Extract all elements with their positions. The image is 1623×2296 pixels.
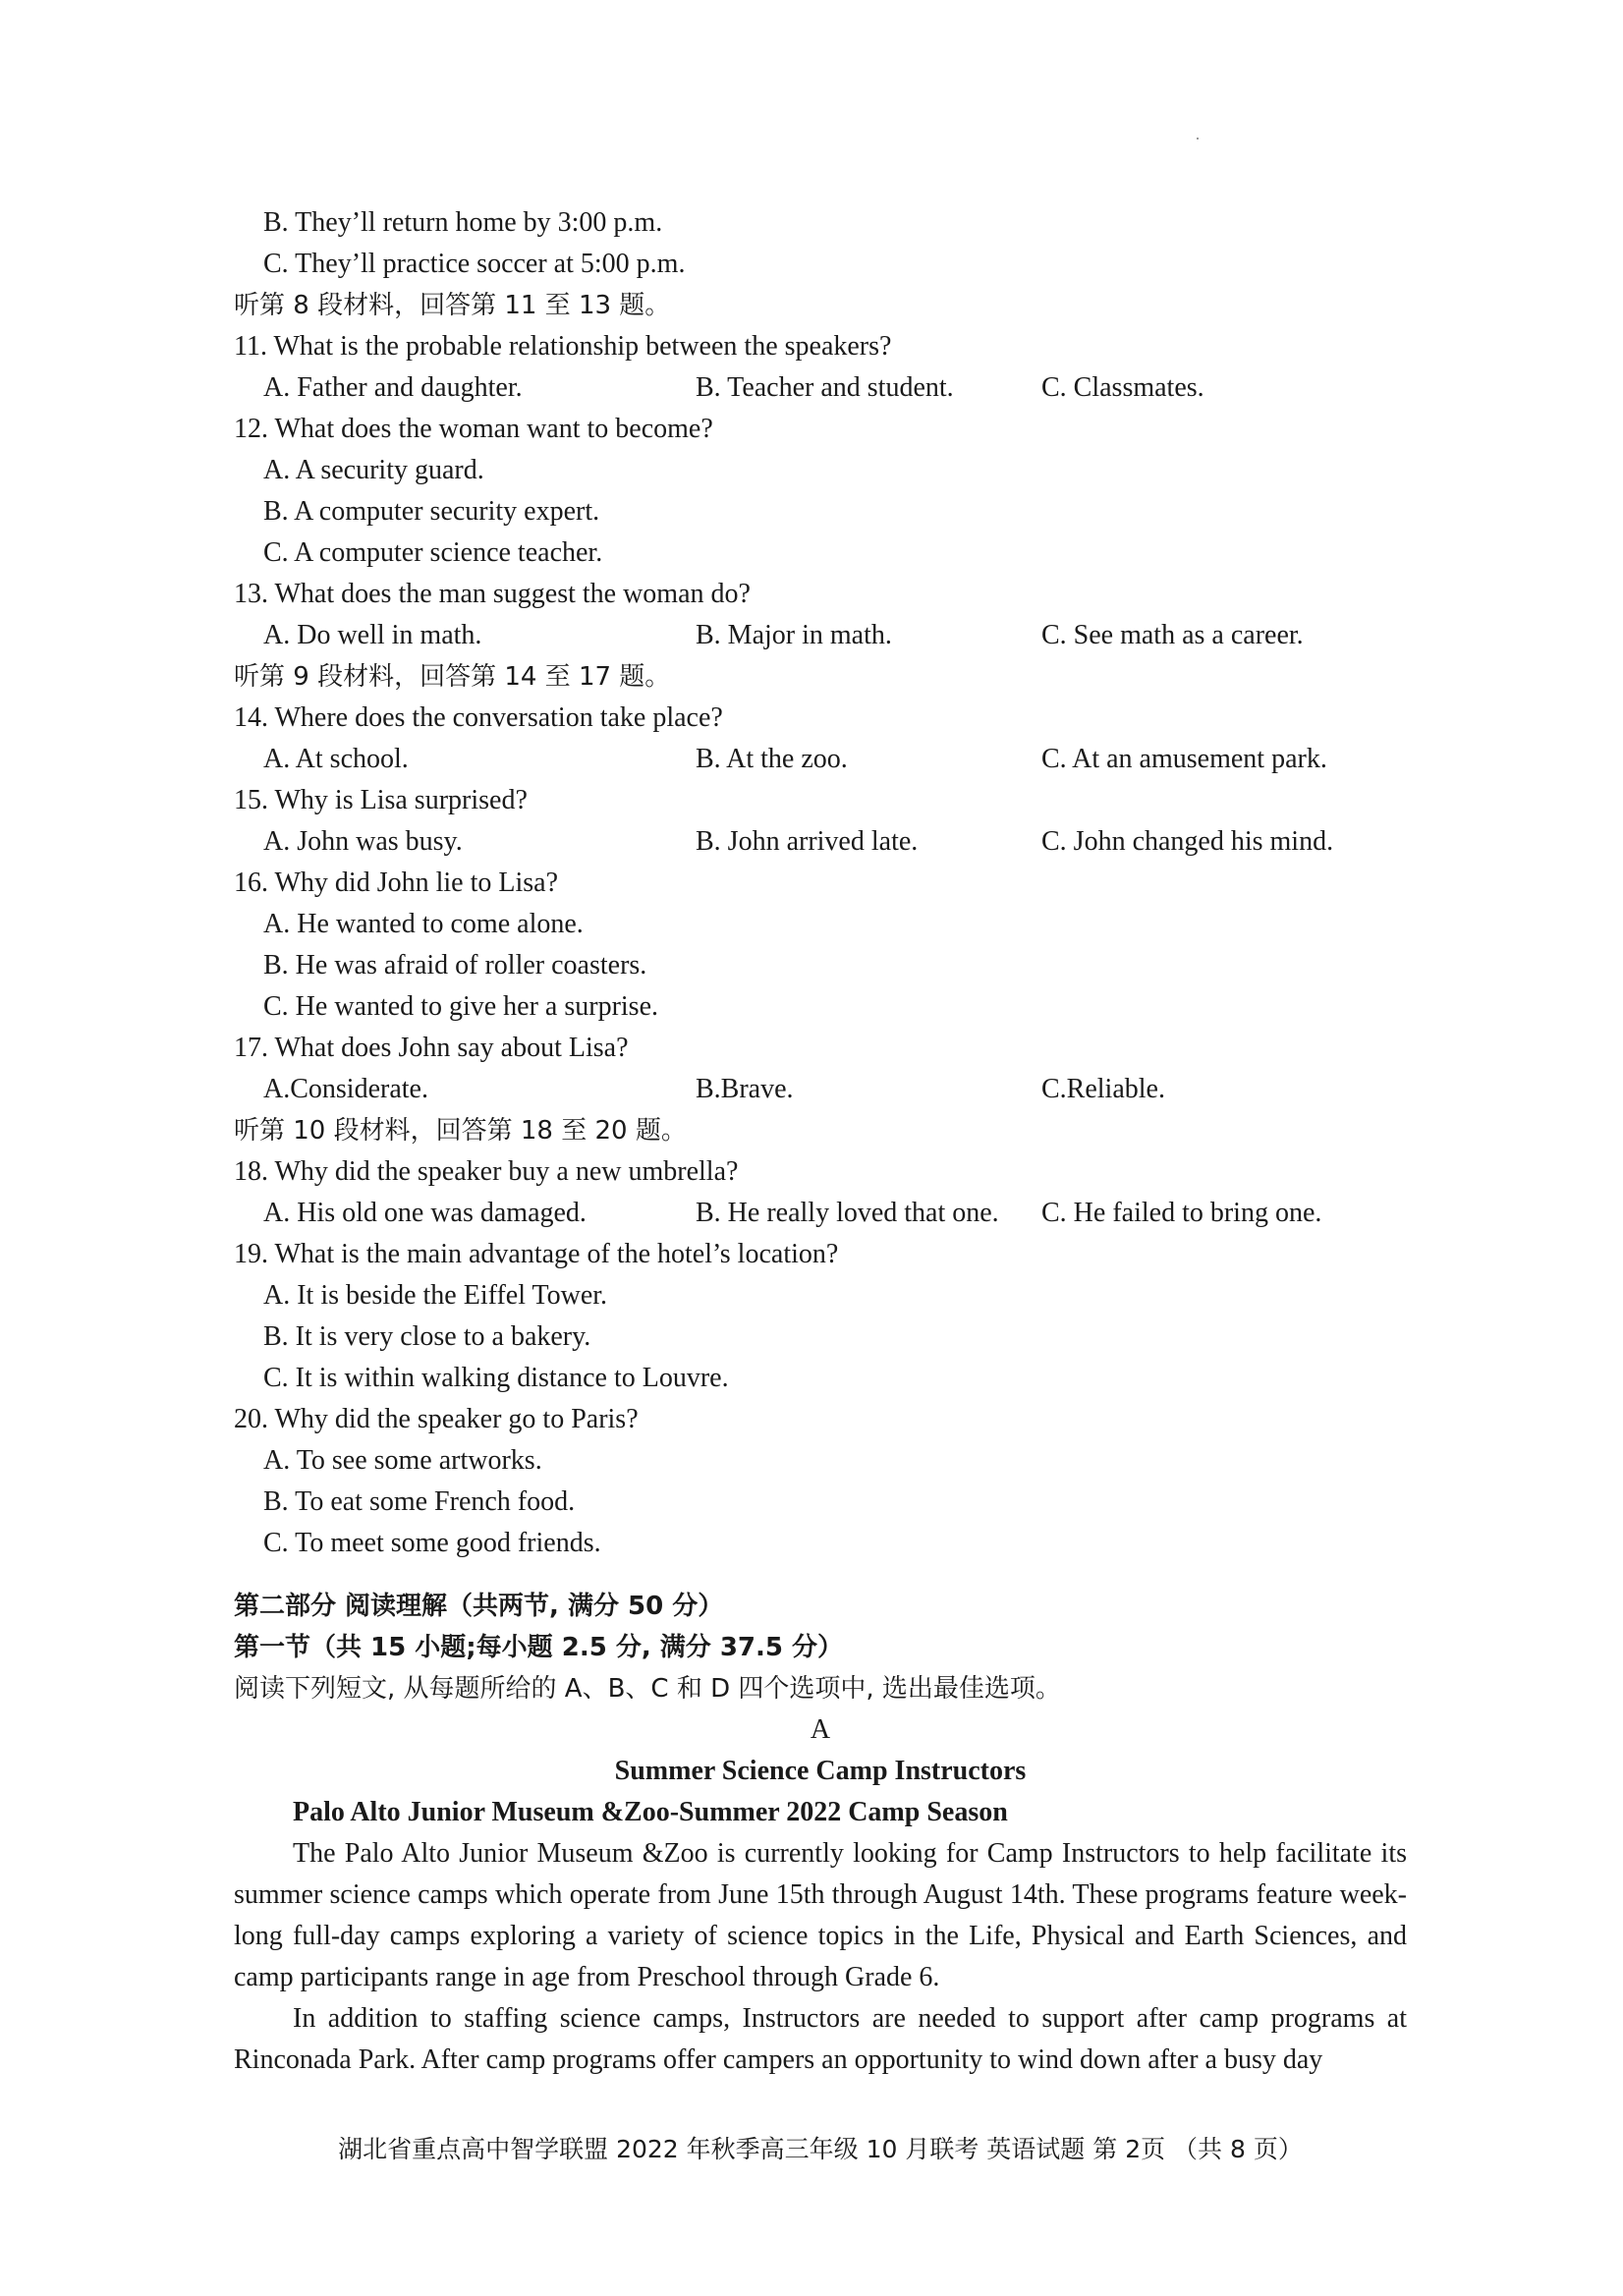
q14-option-b: B. At the zoo. — [696, 744, 848, 774]
scan-speck — [1197, 138, 1199, 140]
passage-title: Summer Science Camp Instructors — [614, 1756, 1027, 1786]
q15-option-a: A. John was busy. — [263, 826, 463, 857]
passage-subtitle: Palo Alto Junior Museum &Zoo-Summer 2022 Camp Season — [293, 1797, 1008, 1827]
q20-option-b: B. To eat some French food. — [263, 1486, 576, 1517]
q15-options — [234, 821, 1407, 863]
q11-options — [234, 367, 1407, 409]
q13-question: 13. What does the man suggest the woman do? — [234, 579, 751, 609]
section-8-instruction: 听第 8 段材料，回答第 11 至 13 题。 — [234, 291, 671, 320]
q10-option-b: B. They’ll return home by 3:00 p.m. — [263, 207, 663, 238]
section-10-instruction: 听第 10 段材料，回答第 18 至 20 题。 — [234, 1116, 687, 1146]
q20-option-c: C. To meet some good friends. — [263, 1528, 601, 1558]
q13-options — [234, 615, 1407, 656]
page-footer: 湖北省重点高中智学联盟 2022 年秋季高三年级 10 月联考 英语试题 第 2页 （共 8 页） — [338, 2135, 1303, 2163]
q14-option-c: C. At an amusement park. — [1041, 744, 1327, 774]
q16-question: 16. Why did John lie to Lisa? — [234, 868, 558, 898]
q20-option-a: A. To see some artworks. — [263, 1445, 542, 1476]
q15-option-b: B. John arrived late. — [696, 826, 919, 857]
q13-option-b: B. Major in math. — [696, 620, 892, 650]
q17-option-a: A.Considerate. — [263, 1074, 428, 1104]
q15-question: 15. Why is Lisa surprised? — [234, 785, 528, 815]
q18-option-b: B. He really loved that one. — [696, 1198, 999, 1228]
part2-section1-title: 第一节（共 15 小题;每小题 2.5 分, 满分 37.5 分） — [234, 1633, 844, 1662]
q17-option-c: C.Reliable. — [1041, 1074, 1165, 1104]
q17-option-b: B.Brave. — [696, 1074, 794, 1104]
q18-option-c: C. He failed to bring one. — [1041, 1198, 1322, 1228]
q13-option-c: C. See math as a career. — [1041, 620, 1304, 650]
q20-question: 20. Why did the speaker go to Paris? — [234, 1404, 639, 1434]
q11-option-a: A. Father and daughter. — [263, 372, 523, 403]
q18-option-a: A. His old one was damaged. — [263, 1198, 587, 1228]
q16-option-a: A. He wanted to come alone. — [263, 909, 584, 939]
q16-option-c: C. He wanted to give her a surprise. — [263, 991, 658, 1022]
q10-option-c: C. They’ll practice soccer at 5:00 p.m. — [263, 249, 686, 279]
part2-title: 第二部分 阅读理解（共两节, 满分 50 分） — [234, 1592, 724, 1621]
q14-options — [234, 739, 1407, 780]
q19-option-a: A. It is beside the Eiffel Tower. — [263, 1280, 608, 1311]
q18-options — [234, 1193, 1407, 1234]
q16-option-b: B. He was afraid of roller coasters. — [263, 950, 647, 980]
q14-option-a: A. At school. — [263, 744, 409, 774]
q12-question: 12. What does the woman want to become? — [234, 414, 713, 444]
q17-options — [234, 1069, 1407, 1110]
q15-option-c: C. John changed his mind. — [1041, 826, 1334, 857]
q19-question: 19. What is the main advantage of the hotel’s location? — [234, 1239, 839, 1269]
page-content — [234, 202, 1407, 2081]
passage-letter: A — [810, 1714, 831, 1745]
q11-option-c: C. Classmates. — [1041, 372, 1204, 403]
passage-paragraph-1: The Palo Alto Junior Museum &Zoo is currently looking for Camp Instructors to help facilitate its summer science camps which operate from June 15th through August 14th. These programs feature week-long full-day camps exploring a variety of science topics in the Life, Physical and Earth Sciences, and camp participants range in age from Preschool through Grade 6. — [234, 1838, 1407, 1992]
q14-question: 14. Where does the conversation take place? — [234, 702, 723, 733]
q12-option-b: B. A computer security expert. — [263, 496, 600, 527]
q11-question: 11. What is the probable relationship between the speakers? — [234, 331, 892, 362]
q19-option-b: B. It is very close to a bakery. — [263, 1321, 591, 1352]
part2-instruction: 阅读下列短文, 从每题所给的 A、B、C 和 D 四个选项中, 选出最佳选项。 — [234, 1674, 1061, 1704]
q12-option-c: C. A computer science teacher. — [263, 537, 603, 568]
q12-option-a: A. A security guard. — [263, 455, 484, 485]
section-9-instruction: 听第 9 段材料，回答第 14 至 17 题。 — [234, 662, 671, 692]
q13-option-a: A. Do well in math. — [263, 620, 482, 650]
q11-option-b: B. Teacher and student. — [696, 372, 954, 403]
passage-paragraph-2: In addition to staffing science camps, Instructors are needed to support after camp programs at Rinconada Park. After camp programs offer campers an opportunity to wind down after a busy day — [234, 2003, 1407, 2075]
q17-question: 17. What does John say about Lisa? — [234, 1033, 629, 1063]
q18-question: 18. Why did the speaker buy a new umbrella? — [234, 1156, 739, 1187]
q19-option-c: C. It is within walking distance to Louvre. — [263, 1363, 729, 1393]
